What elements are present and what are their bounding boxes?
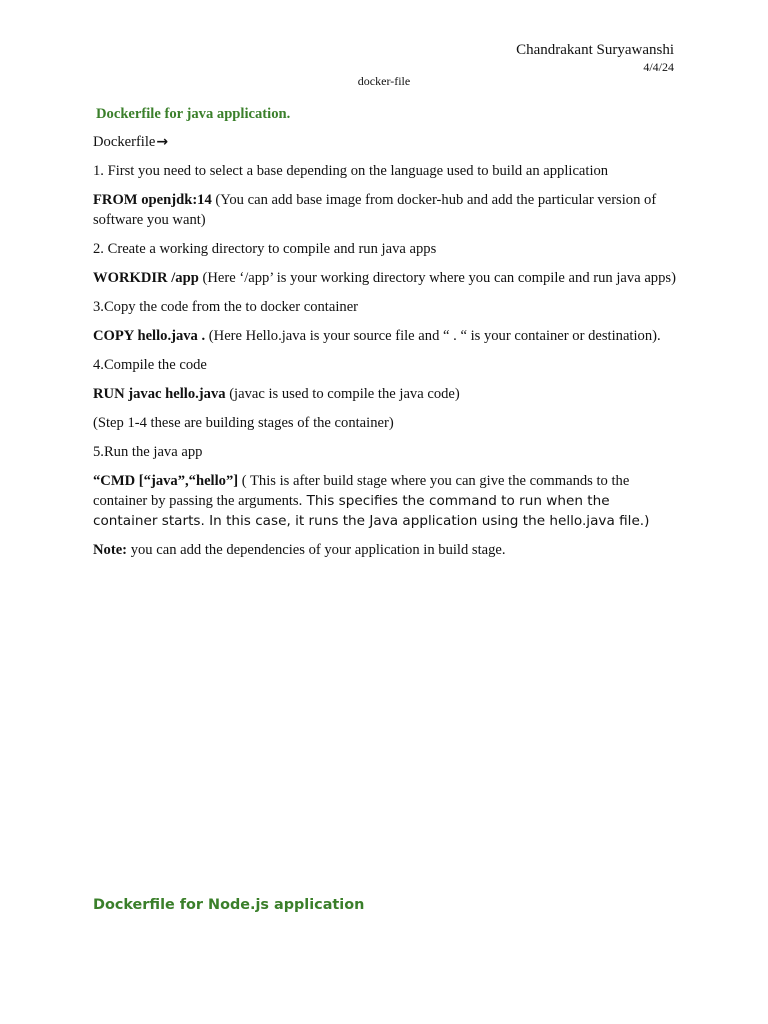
header-document-name: docker-file xyxy=(357,74,411,88)
note-text: you can add the dependencies of your application in build stage. xyxy=(127,542,506,558)
from-command: FROM openjdk:14 xyxy=(93,192,212,208)
cmd-description-extended: This specifies the command to run when the container starts. In this case, it runs the Java application using the hello.java file.) xyxy=(93,493,650,529)
right-arrow-icon: → xyxy=(156,134,169,150)
cmd-command: “CMD [“java”,“hello”] xyxy=(93,473,239,489)
cmd-description: ( This is after build stage where you can give the commands to the container by passing the arguments. xyxy=(93,473,630,509)
from-description: (You can add base image from docker-hub and add the particular version of software you want) xyxy=(93,192,657,228)
step-3-instruction xyxy=(93,326,678,346)
step-5-instruction xyxy=(93,471,678,531)
step-2: 2. Create a working directory to compile and run java apps xyxy=(93,241,437,257)
workdir-description: (Here ‘/app’ is your working directory where you can compile and run java apps) xyxy=(198,270,676,286)
java-section xyxy=(93,104,678,569)
run-command: RUN javac hello.java xyxy=(93,386,226,402)
build-stage-note: (Step 1-4 these are building stages of the container) xyxy=(93,415,394,431)
workdir-command: WORKDIR /app xyxy=(93,270,199,286)
note-label: Note: xyxy=(93,542,128,558)
note-line xyxy=(93,540,678,560)
run-description: (javac is used to compile the java code) xyxy=(225,386,460,402)
step-2-instruction xyxy=(93,268,678,288)
header-date: 4/4/24 xyxy=(643,60,674,74)
step-1-instruction xyxy=(93,190,678,230)
node-section-heading: Dockerfile for Node.js application xyxy=(93,897,365,913)
step-4-instruction xyxy=(93,384,678,404)
copy-command: COPY hello.java . xyxy=(93,328,206,344)
step-5: 5.Run the java app xyxy=(93,444,203,460)
step-1: 1. First you need to select a base depending on the language used to build an application xyxy=(93,163,609,179)
step-4: 4.Compile the code xyxy=(93,357,207,373)
dockerfile-label: Dockerfile xyxy=(93,134,156,150)
step-3: 3.Copy the code from the to docker container xyxy=(93,299,359,315)
java-section-heading: Dockerfile for java application. xyxy=(96,106,291,122)
dockerfile-label-line xyxy=(93,132,678,152)
copy-description: (Here Hello.java is your source file and “ . “ is your container or destination). xyxy=(205,328,661,344)
header-author: Chandrakant Suryawanshi xyxy=(516,42,674,58)
